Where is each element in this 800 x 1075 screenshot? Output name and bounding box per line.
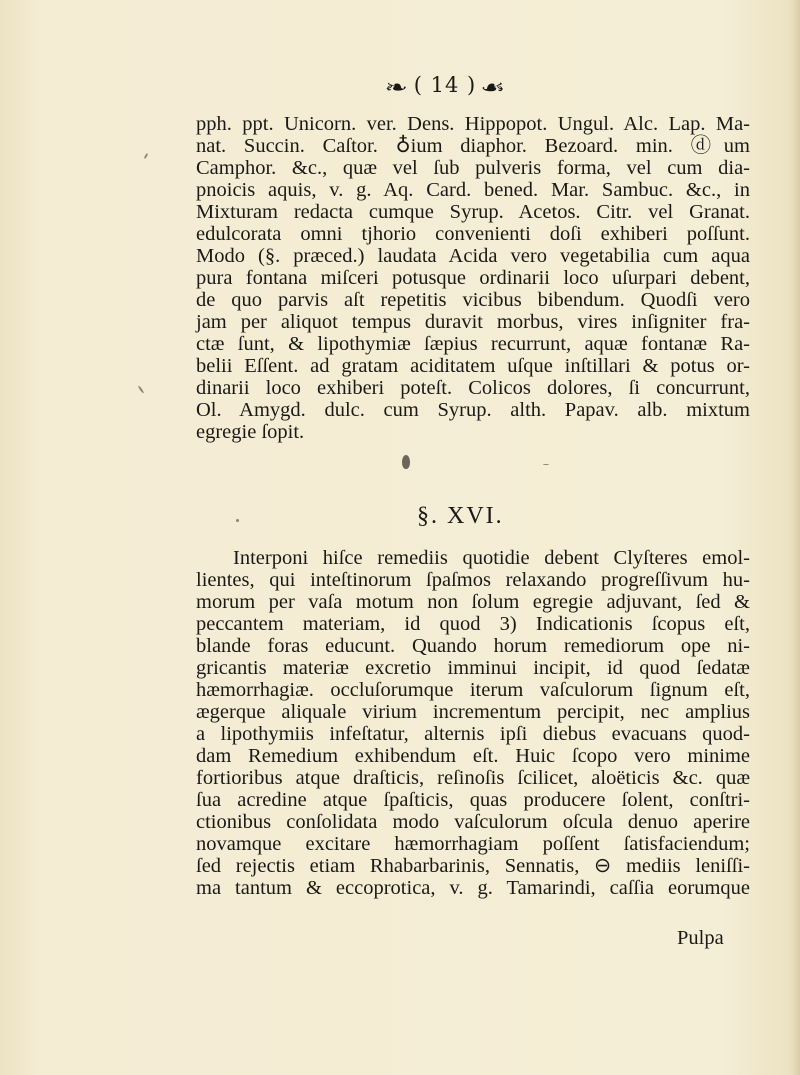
text-line: Interponi hiſce remediis quotidie debent Clyſteres emol- (233, 547, 750, 569)
text-line: ægerque aliquale virium incrementum percipit, nec amplius (196, 701, 750, 723)
text-line: novamque excitare hæmorrhagiam poſſent ſatisfaciendum; (196, 833, 750, 855)
text-line: belii Eſſent. ad gratam aciditatem uſque inſtillari & potus or- (196, 355, 750, 377)
paper-speck (138, 385, 145, 394)
text-line: egregie ſopit. (196, 421, 305, 443)
text-line: dinarii loco exhiberi poteſt. Colicos dolores, ſi concurrunt, (196, 377, 750, 399)
paper-speck (543, 464, 549, 465)
running-head (380, 70, 580, 100)
text-line: blande foras educunt. Quando horum remediorum ope ni- (196, 635, 750, 657)
text-line: gricantis materiæ excretio imminui incipit, id quod ſedatæ (196, 657, 750, 679)
text-line: peccantem materiam, id quod 3) Indicationis ſcopus eſt, (196, 613, 750, 635)
text-line: pura fontana miſceri potusque ordinarii loco uſurpari debent, (196, 267, 750, 289)
text-line: lientes, qui inteſtinorum ſpaſmos relaxando progreſſivum hu- (196, 569, 750, 591)
text-line: nat. Succin. Caſtor. ♁ium diaphor. Bezoard. min. ⓓum (196, 135, 750, 157)
text-line: ctæ ſunt, & lipothymiæ ſæpius recurrunt, aquæ fontanæ Ra- (196, 333, 750, 355)
text-line: Ol. Amygd. dulc. cum Syrup. alth. Papav. alb. mixtum (196, 399, 750, 421)
text-line: ſua acredine atque ſpaſticis, quas producere ſolent, conſtri- (196, 789, 750, 811)
text-line: ſed rejectis etiam Rhabarbarinis, Sennatis, ⊖ mediis leniſſi- (196, 855, 750, 877)
text-line: dam Remedium exhibendum eſt. Huic ſcopo vero minime (196, 745, 750, 767)
page-number: ( 14 ) (413, 73, 477, 97)
text-line: morum per vaſa motum non ſolum egregie adjuvant, ſed & (196, 591, 750, 613)
catchword: Pulpa (677, 927, 724, 949)
text-line: fortioribus atque draſticis, reſinoſis ſcilicet, aloëticis &c. quæ (196, 767, 750, 789)
text-line: Modo (§. præced.) laudata Acida vero vegetabilia cum aqua (196, 245, 750, 267)
text-line: pnoicis aquis, v. g. Aq. Card. bened. Mar. Sambuc. &c., in (196, 179, 750, 201)
paper-speck (144, 153, 149, 159)
text-line: edulcorata omni tjhorio convenienti doſi exhiberi poſſunt. (196, 223, 750, 245)
paper-speck (236, 519, 239, 522)
text-line: jam per aliquot tempus duravit morbus, vires inſigniter fra- (196, 311, 750, 333)
decorative-dot (402, 455, 410, 469)
text-line: a lipothymiis infeſtatur, alternis ipſi diebus evacuans quod- (196, 723, 750, 745)
text-line: ctionibus conſolidata modo vaſculorum oſcula denuo aperire (196, 811, 750, 833)
text-line: ma tantum & eccoprotica, v. g. Tamarindi, caſſia eorumque (196, 877, 750, 899)
text-line: Mixturam redacta cumque Syrup. Acetos. Citr. vel Granat. (196, 201, 750, 223)
text-line: hæmorrhagiæ. occluſorumque iterum vaſculorum ſignum eſt, (196, 679, 750, 701)
text-line: de quo parvis aſt repetitis vicibus bibendum. Quodſi vero (196, 289, 750, 311)
text-line: Camphor. &c., quæ vel ſub pulveris forma, vel cum dia- (196, 157, 750, 179)
left-ornament: ❧ (384, 74, 410, 99)
right-ornament: ☙ (480, 74, 507, 99)
text-line: pph. ppt. Unicorn. ver. Dens. Hippopot. Ungul. Alc. Lap. Ma- (196, 113, 750, 135)
section-heading: §. XVI. (417, 503, 504, 529)
